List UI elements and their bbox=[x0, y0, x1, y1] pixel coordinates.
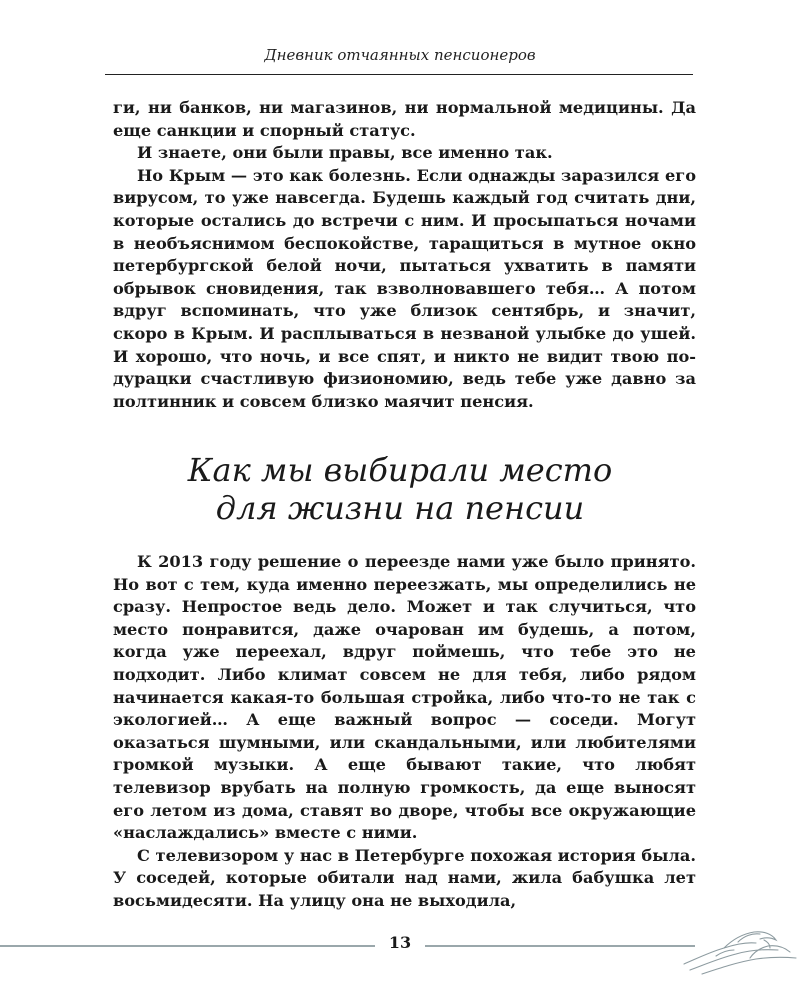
chapter-title-line-1: Как мы выбирали место bbox=[187, 451, 613, 489]
paragraph: И знаете, они были правы, все именно так. bbox=[137, 143, 553, 163]
paragraph: ги, ни банков, ни магазинов, ни нормальной медицины. Да еще санкции и спорный статус. bbox=[113, 98, 696, 140]
paragraph: К 2013 году решение о переезде нами уже было принято. Но вот с тем, куда именно переезжать, мы определились не сразу. Непростое ведь дело. Может и так случиться, что место понравится, даже очарован им будешь, а потом, когда уже переехал, вдруг поймешь, что тебе это не подходит. Либо климат совсем не для тебя, либо рядом начинается какая-то большая стройка, либо что-то не так с экологией… А еще важный вопрос — соседи. Могут оказаться шумными, или скандальными, или любителями громкой музыки. А еще бывают такие, что любят телевизор врубать на полную громкость, да еще выносят его летом из дома, ставят во дворе, чтобы все окружающие «наслаждались» вместе с ними. bbox=[113, 552, 696, 843]
wave-ornament-icon bbox=[680, 912, 798, 976]
text-block-bottom bbox=[113, 551, 696, 913]
text-block-top bbox=[113, 97, 696, 413]
header-rule bbox=[105, 74, 693, 75]
chapter-title-line-2: для жизни на пенсии bbox=[215, 489, 585, 527]
chapter-title bbox=[105, 451, 695, 527]
paragraph: Но Крым — это как болезнь. Если однажды заразился его вирусом, то уже навсегда. Будешь каждый год считать дни, которые остались до встречи с ним. И просыпаться ночами в необъяснимом беспокойстве, таращиться в мутное окно петербургской белой ночи, пытаться ухватить в памяти обрывок сновидения, так взволновавшего тебя… А потом вдруг вспоминать, что уже близок сентябрь, и значит, скоро в Крым. И расплываться в незваной улыбке до ушей. И хорошо, что ночь, и все спят, и никто не видит твою по-дурацки счастливую физиономию, ведь тебе уже давно за полтинник и совсем близко маячит пенсия. bbox=[113, 165, 696, 411]
paragraph: С телевизором у нас в Петербурге похожая история была. У соседей, которые обитали над нами, жила бабушка лет восьмидесяти. На улицу она не выходила, bbox=[113, 845, 696, 910]
running-header: Дневник отчаянных пенсионеров bbox=[264, 46, 536, 64]
page-number: 13 bbox=[388, 933, 412, 952]
footer-rule-right bbox=[425, 945, 695, 947]
footer-rule-left bbox=[0, 945, 375, 947]
